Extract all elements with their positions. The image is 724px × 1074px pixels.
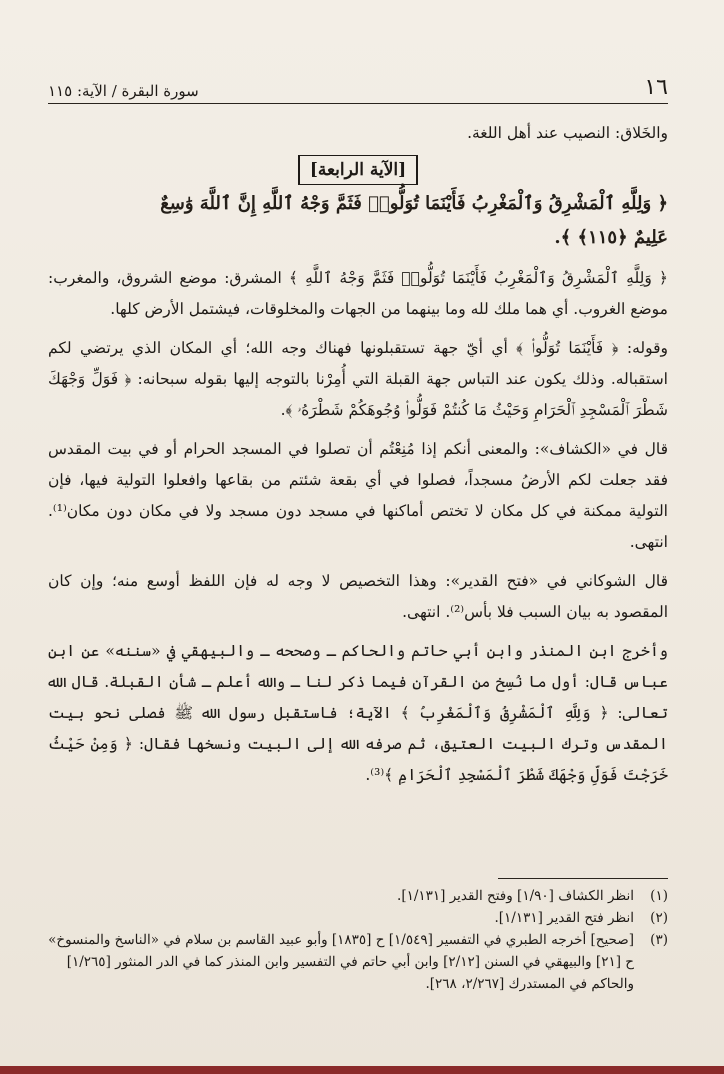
footnote-number: (٣) (650, 932, 668, 948)
book-edge (0, 1066, 724, 1074)
paragraph-2: ﴿ وَلِلَّهِ ٱلْمَشْرِقُ وَٱلْمَغْرِبُ فَأَيْنَمَا تُوَلُّوا۟ فَثَمَّ وَجْهُ ٱللَّهِ ﴾ المشرق: موضع الشروق، والمغرب: موضع الغروب. أي هما ملك لله وما بينهما من الجهات والمخلوقات، فيشتمل الأرض كلها. (48, 269, 668, 318)
page-header (48, 74, 668, 100)
paragraph-1: والخَلاق: النصيب عند أهل اللغة. (467, 124, 668, 142)
main-text (48, 118, 668, 791)
section-title-wrap (48, 155, 668, 185)
surah-label: سورة البقرة / الآية: ١١٥ (48, 82, 199, 100)
verse-line-2: عَلِيمٌ ﴿١١٥﴾ ﴾. (554, 227, 668, 248)
footnote-number: (١) (650, 888, 668, 904)
page-number: ١٦ (644, 75, 668, 100)
footnotes (48, 878, 668, 995)
footnote-text: انظر الكشاف [١/٩٠] وفتح القدير [١/١٣١]. (397, 888, 634, 904)
footnote-3 (48, 929, 668, 995)
section-title: [الآية الرابعة] (298, 155, 418, 185)
footnote-text: انظر فتح القدير [١/١٣١]. (494, 910, 634, 926)
paragraph-5: قال الشوكاني في «فتح القدير»: وهذا التخصيص لا وجه له فإن اللفظ أوسع منه؛ وإن كان المقصود به بيان السبب فلا بأس⁽²⁾. انتهى. (48, 572, 668, 621)
footnote-1 (48, 885, 668, 907)
paragraph-3: وقوله: ﴿ فَأَيْنَمَا تُوَلُّوا۟ ﴾ أي أيّ جهة تستقبلونها فهناك وجه الله؛ أي المكان الذي يرتضي لكم استقباله. وذلك يكون عند التباس جهة القبلة التي أُمِرْنا بالتوجه إليها بقوله سبحانه: ﴿ فَوَلِّ وَجْهَكَ شَطْرَ ٱلْمَسْجِدِ ٱلْحَرَامِ وَحَيْثُ مَا كُنتُمْ فَوَلُّوا۟ وُجُوهَكُمْ شَطْرَهُۥ ﴾. (48, 339, 668, 419)
header-rule (48, 103, 668, 104)
footnote-rule (498, 878, 668, 879)
footnote-text: [صحيح] أخرجه الطبري في التفسير [١/٥٤٩] ح [١٨٣٥] وأبو عبيد القاسم بن سلام في «الناسخ والمنسوخ» ح [٢١] والبيهقي في السنن [٢/١٢] وابن أبي حاتم في التفسير وابن المنذر كما في الدر المنثور [١/٢٦٥] والحاكم في المستدرك [٢/٢٦٧، ٢٦٨]. (48, 932, 634, 992)
footnote-number: (٢) (650, 910, 668, 926)
verse-line-1: ﴿ وَلِلَّهِ ٱلْمَشْرِقُ وَٱلْمَغْرِبُ فَأَيْنَمَا تُوَلُّوا۟ فَثَمَّ وَجْهُ ٱللَّهِ إِنَّ ٱللَّهَ وَٰسِعٌ (160, 193, 668, 214)
footnote-2 (48, 907, 668, 929)
paragraph-4: قال في «الكشاف»: والمعنى أنكم إذا مُنِعْتُم أن تصلوا في المسجد الحرام أو في بيت المقدس فقد جعلت لكم الأرضُ مسجداً، فصلوا في أي بقعة شئتم من بقاعها وافعلوا التولية فيها، فإن التولية ممكنة في كل مكان لا تختص أماكنها في مسجد دون مسجد ولا في مكان دون مكان⁽¹⁾. انتهى. (48, 440, 668, 551)
paragraph-6: وأخرج ابن المنذر وابن أبي حاتم والحاكم ـ وصححه ـ والبيهقي في «سننه» عن ابن عباس قال: أول ما نُسِخ من القرآن فيما ذكر لنا ـ والله أعلم ـ شأن القبلة. قال الله تعالى: ﴿ وَلِلَّهِ ٱلْمَشْرِقُ وَٱلْمَغْرِبُ ﴾ الآية؛ فاستقبل رسول الله ﷺ فصلى نحو بيت المقدس وترك البيت العتيق، ثم صرفه الله إلى البيت ونسخها فقال: ﴿ وَمِنْ حَيْثُ خَرَجْتَ فَوَلِّ وَجْهَكَ شَطْرَ ٱلْمَسْجِدِ ٱلْحَرَامِ ﴾⁽³⁾. (48, 642, 668, 784)
